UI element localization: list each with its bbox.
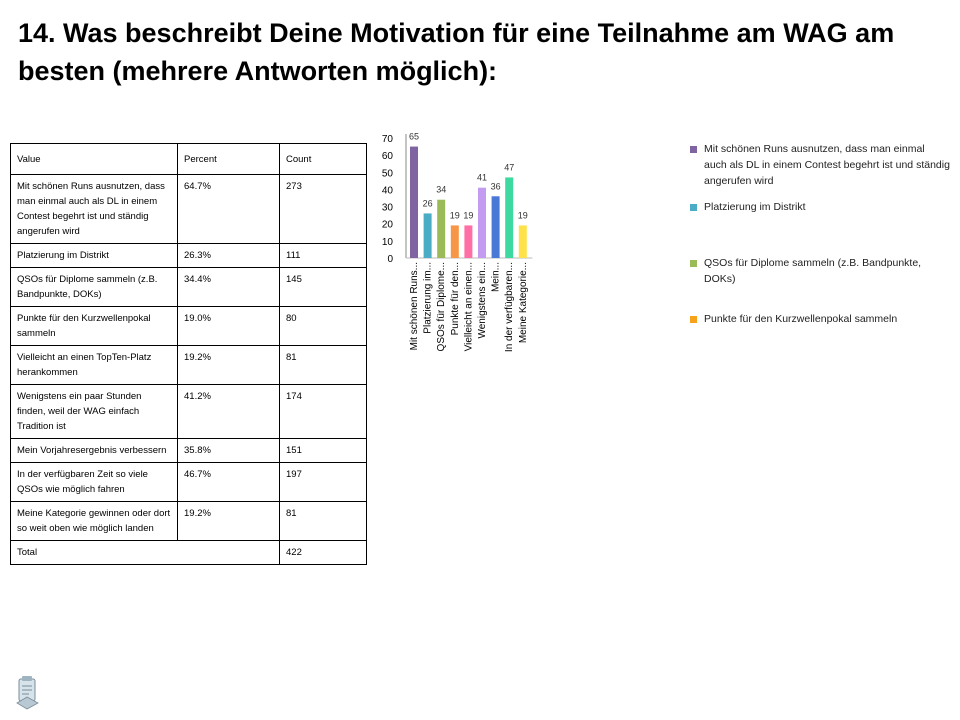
bar — [492, 196, 500, 258]
y-tick-label: 30 — [381, 202, 393, 214]
data-label: 19 — [463, 210, 474, 221]
cell-percent: 19.2% — [178, 346, 280, 385]
legend-label: Mit schönen Runs ausnutzen, dass man einmal auch als DL in einem Contest begehrt ist und ständig angerufen wird — [704, 143, 950, 187]
legend-swatch — [690, 260, 697, 267]
legend-label: Punkte für den Kurzwellenpokal sammeln — [704, 313, 898, 325]
cell-value: Vielleicht an einen TopTen-Platz herankommen — [11, 346, 178, 385]
y-tick-label: 70 — [381, 134, 393, 145]
total-empty-cell — [178, 541, 280, 565]
data-label: 19 — [449, 210, 460, 221]
y-tick-label: 20 — [381, 219, 393, 231]
cell-percent: 19.2% — [178, 502, 280, 541]
x-tick-label: Meine Kategorie... — [517, 262, 529, 344]
cell-count: 145 — [280, 268, 367, 307]
data-label: 19 — [517, 210, 528, 221]
cell-value: In der verfügbaren Zeit so viele QSOs wie möglich fahren — [11, 463, 178, 502]
cell-value: Punkte für den Kurzwellenpokal sammeln — [11, 307, 178, 346]
cell-value: Platzierung im Distrikt — [11, 244, 178, 268]
x-tick-label: Mein... — [490, 262, 502, 293]
cell-count: 81 — [280, 346, 367, 385]
legend-item — [690, 199, 806, 215]
table-row — [11, 268, 367, 307]
cell-count: 80 — [280, 307, 367, 346]
x-tick-label: Punkte für den... — [449, 262, 461, 336]
legend-swatch — [690, 316, 697, 323]
data-label: 26 — [422, 198, 433, 209]
cell-value: Meine Kategorie gewinnen oder dort so weit oben wie möglich landen — [11, 502, 178, 541]
total-label: Total — [11, 541, 178, 565]
y-tick-label: 10 — [381, 236, 393, 248]
bar — [437, 200, 445, 258]
cell-percent: 19.0% — [178, 307, 280, 346]
bar — [464, 225, 472, 258]
legend-label: Platzierung im Distrikt — [704, 201, 806, 213]
y-tick-label: 40 — [381, 185, 393, 197]
legend-label: QSOs für Diplome sammeln (z.B. Bandpunkte, DOKs) — [704, 257, 922, 285]
cell-count: 273 — [280, 175, 367, 244]
bar — [424, 213, 432, 258]
legend-item — [690, 141, 950, 189]
bar — [410, 147, 418, 258]
survey-logo-icon — [14, 673, 42, 713]
table-row — [11, 463, 367, 502]
cell-percent: 35.8% — [178, 439, 280, 463]
x-tick-label: Vielleicht an einen... — [463, 262, 475, 352]
cell-percent: 46.7% — [178, 463, 280, 502]
cell-count: 111 — [280, 244, 367, 268]
bar — [505, 177, 513, 258]
table-total-row — [11, 541, 367, 565]
x-tick-label: In der verfügbaren... — [504, 262, 516, 353]
cell-value: QSOs für Diplome sammeln (z.B. Bandpunkte, DOKs) — [11, 268, 178, 307]
data-label: 41 — [476, 172, 488, 183]
results-table — [10, 143, 367, 565]
x-tick-label: Platzierung im... — [422, 262, 434, 334]
cell-value: Mit schönen Runs ausnutzen, dass man einmal auch als DL in einem Contest begehrt ist und ständig angerufen wird — [11, 175, 178, 244]
cell-count: 151 — [280, 439, 367, 463]
y-tick-label: 0 — [387, 254, 393, 265]
data-label: 65 — [408, 131, 420, 142]
legend-item — [690, 255, 950, 287]
x-tick-label: QSOs für Diplome... — [436, 262, 448, 352]
column-header-percent: Percent — [178, 144, 280, 175]
slide-title: 14. Was beschreibt Deine Motivation für eine Teilnahme am WAG am besten (mehrere Antworten möglich): — [18, 18, 895, 86]
table-row — [11, 175, 367, 244]
x-tick-label: Mit schönen Runs... — [409, 262, 420, 351]
total-count: 422 — [280, 541, 367, 565]
data-label: 47 — [504, 162, 515, 173]
y-tick-label: 50 — [381, 168, 393, 180]
table-row — [11, 307, 367, 346]
table-row — [11, 385, 367, 439]
cell-count: 174 — [280, 385, 367, 439]
legend-item — [690, 311, 897, 327]
table-row — [11, 502, 367, 541]
legend-swatch — [690, 146, 697, 153]
x-tick-label: Wenigstens ein... — [477, 262, 488, 339]
cell-count: 81 — [280, 502, 367, 541]
y-tick-label: 60 — [381, 151, 393, 163]
data-label: 34 — [436, 184, 447, 195]
cell-percent: 26.3% — [178, 244, 280, 268]
bar — [519, 225, 527, 258]
column-header-count: Count — [280, 144, 367, 175]
table-header-row — [11, 144, 367, 175]
cell-value: Wenigstens ein paar Stunden finden, weil der WAG einfach Tradition ist — [11, 385, 178, 439]
cell-value: Mein Vorjahresergebnis verbessern — [11, 439, 178, 463]
cell-percent: 34.4% — [178, 268, 280, 307]
bar — [451, 225, 459, 258]
data-label: 36 — [490, 181, 501, 192]
column-header-value: Value — [11, 144, 178, 175]
table-row — [11, 439, 367, 463]
cell-percent: 41.2% — [178, 385, 280, 439]
cell-percent: 64.7% — [178, 175, 280, 244]
table-row — [11, 244, 367, 268]
cell-count: 197 — [280, 463, 367, 502]
table-row — [11, 346, 367, 385]
bar-chart — [368, 118, 688, 378]
bar — [478, 188, 486, 258]
legend-swatch — [690, 204, 697, 211]
